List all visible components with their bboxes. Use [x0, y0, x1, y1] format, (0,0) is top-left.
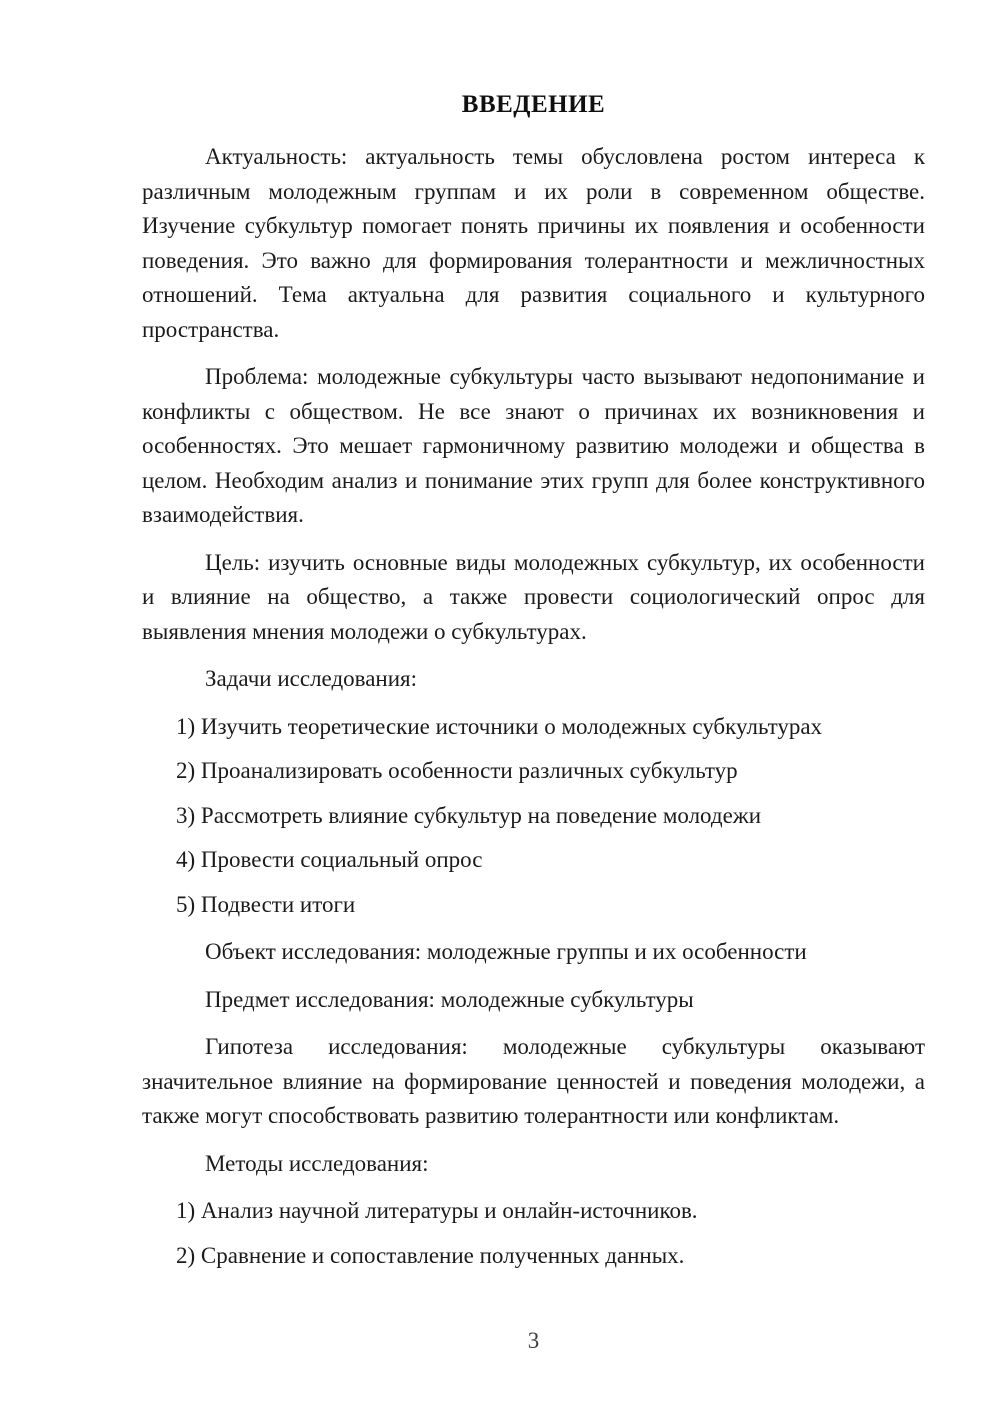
paragraph-object: Объект исследования: молодежные группы и их особенности — [205, 939, 807, 964]
paragraph-problem: Проблема: молодежные субкультуры часто вызывают недопонимание и конфликты с обществом. Не все знают о причинах их возникновения и особенностях. Это мешает гармоничному развитию молодежи и общества в целом. Необходим анализ и понимание этих групп для более конструктивного взаимодействия. — [142, 364, 925, 527]
task-list-item-2: 2) Проанализировать особенности различных субкультур — [176, 758, 738, 783]
paragraph-hypothesis: Гипотеза исследования: молодежные субкультуры оказывают значительное влияние на формирование ценностей и поведения молодежи, а также могут способствовать развитию толерантности или конфликтам. — [142, 1034, 925, 1128]
paragraph-goal: Цель: изучить основные виды молодежных субкультур, их особенности и влияние на общество, а также провести социологический опрос для выявления мнения молодежи о субкультурах. — [142, 549, 925, 644]
method-list-item-1: 1) Анализ научной литературы и онлайн-источников. — [176, 1198, 698, 1223]
task-list-item-4: 4) Провести социальный опрос — [176, 847, 483, 872]
method-list-item-2: 2) Сравнение и сопоставление полученных данных. — [176, 1242, 685, 1268]
page-title: ВВЕДЕНИЕ — [461, 91, 606, 118]
task-list-item-1: 1) Изучить теоретические источники о молодежных субкультурах — [176, 713, 823, 739]
task-list-item-3: 3) Рассмотреть влияние субкультур на поведение молодежи — [176, 802, 762, 828]
paragraph-tasks-heading: Задачи исследования: — [205, 666, 418, 691]
paragraph-subject: Предмет исследования: молодежные субкультуры — [205, 986, 694, 1012]
paragraph-relevance: Актуальность: актуальность темы обусловлена ростом интереса к различным молодежным группам и их роли в современном обществе. Изучение субкультур помогает понять причины их появления и особенности поведения. Это важно для формирования толерантности и межличностных отношений. Тема актуальна для развития социального и культурного пространства. — [142, 144, 925, 342]
paragraph-methods-heading: Методы исследования: — [205, 1150, 429, 1176]
page-number: 3 — [527, 1328, 540, 1353]
task-list-item-5: 5) Подвести итоги — [176, 891, 356, 917]
